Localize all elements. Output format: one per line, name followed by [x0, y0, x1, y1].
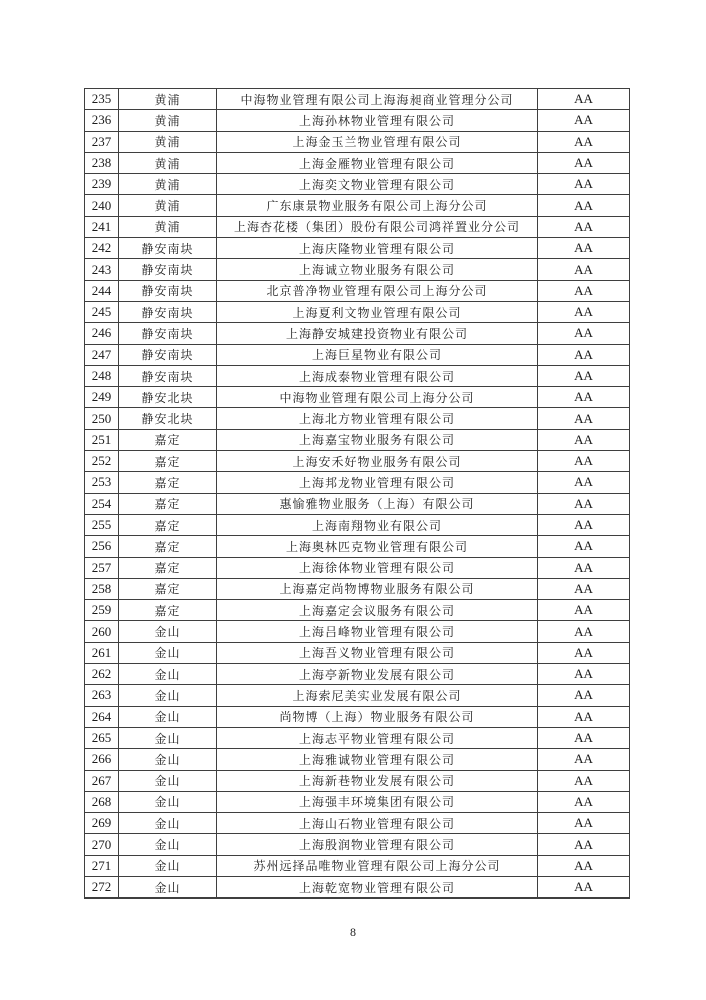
district-cell: 静安南块: [119, 301, 217, 322]
district-cell: 金山: [119, 685, 217, 706]
rating-cell: AA: [538, 727, 630, 748]
company-name-cell: 上海奕文物业管理有限公司: [217, 174, 538, 195]
district-cell: 静安南块: [119, 238, 217, 259]
company-name-cell: 上海孙林物业管理有限公司: [217, 110, 538, 131]
company-name-cell: 上海雅诚物业管理有限公司: [217, 749, 538, 770]
row-number-cell: 261: [85, 642, 119, 663]
row-number-cell: 271: [85, 855, 119, 876]
rating-cell: AA: [538, 174, 630, 195]
table-row: [85, 238, 630, 259]
row-number-cell: 272: [85, 876, 119, 898]
row-number-cell: 263: [85, 685, 119, 706]
district-cell: 嘉定: [119, 451, 217, 472]
row-number-cell: 253: [85, 472, 119, 493]
row-number-cell: 250: [85, 408, 119, 429]
rating-cell: AA: [538, 344, 630, 365]
rating-cell: AA: [538, 834, 630, 855]
rating-cell: AA: [538, 557, 630, 578]
row-number-cell: 240: [85, 195, 119, 216]
company-name-cell: 上海诚立物业服务有限公司: [217, 259, 538, 280]
company-name-cell: 上海安禾好物业服务有限公司: [217, 451, 538, 472]
table-row: [85, 600, 630, 621]
row-number-cell: 257: [85, 557, 119, 578]
company-name-cell: 上海夏利文物业管理有限公司: [217, 301, 538, 322]
table-row: [85, 557, 630, 578]
table-row: [85, 344, 630, 365]
rating-cell: AA: [538, 855, 630, 876]
company-name-cell: 上海吾义物业管理有限公司: [217, 642, 538, 663]
district-cell: 金山: [119, 876, 217, 898]
rating-cell: AA: [538, 408, 630, 429]
table-row: [85, 813, 630, 834]
rating-cell: AA: [538, 195, 630, 216]
rating-cell: AA: [538, 664, 630, 685]
rating-cell: AA: [538, 600, 630, 621]
row-number-cell: 259: [85, 600, 119, 621]
company-name-cell: 上海邦龙物业管理有限公司: [217, 472, 538, 493]
rating-cell: AA: [538, 642, 630, 663]
table-row: [85, 174, 630, 195]
table-row: [85, 323, 630, 344]
row-number-cell: 246: [85, 323, 119, 344]
district-cell: 静安南块: [119, 259, 217, 280]
rating-cell: AA: [538, 791, 630, 812]
rating-cell: AA: [538, 451, 630, 472]
row-number-cell: 242: [85, 238, 119, 259]
row-number-cell: 256: [85, 536, 119, 557]
table-row: [85, 749, 630, 770]
table-row: [85, 451, 630, 472]
rating-cell: AA: [538, 685, 630, 706]
company-name-cell: 尚物博（上海）物业服务有限公司: [217, 706, 538, 727]
table-row: [85, 536, 630, 557]
district-cell: 金山: [119, 791, 217, 812]
district-cell: 嘉定: [119, 514, 217, 535]
table-row: [85, 770, 630, 791]
rating-cell: AA: [538, 110, 630, 131]
rating-cell: AA: [538, 301, 630, 322]
district-cell: 黄浦: [119, 152, 217, 173]
row-number-cell: 251: [85, 429, 119, 450]
table-row: [85, 280, 630, 301]
table-row: [85, 514, 630, 535]
company-name-cell: 上海庆隆物业管理有限公司: [217, 238, 538, 259]
table-row: [85, 472, 630, 493]
table-row: [85, 621, 630, 642]
district-cell: 嘉定: [119, 600, 217, 621]
company-name-cell: 上海嘉定尚物博物业服务有限公司: [217, 578, 538, 599]
district-cell: 静安南块: [119, 280, 217, 301]
district-cell: 嘉定: [119, 493, 217, 514]
district-cell: 金山: [119, 770, 217, 791]
table-row: [85, 408, 630, 429]
rating-cell: AA: [538, 152, 630, 173]
rating-cell: AA: [538, 706, 630, 727]
company-name-cell: 中海物业管理有限公司上海海昶商业管理分公司: [217, 89, 538, 110]
table-row: [85, 131, 630, 152]
district-cell: 静安南块: [119, 323, 217, 344]
district-cell: 黄浦: [119, 216, 217, 237]
row-number-cell: 248: [85, 365, 119, 386]
district-cell: 金山: [119, 706, 217, 727]
row-number-cell: 249: [85, 387, 119, 408]
rating-cell: AA: [538, 472, 630, 493]
row-number-cell: 268: [85, 791, 119, 812]
row-number-cell: 255: [85, 514, 119, 535]
district-cell: 黄浦: [119, 195, 217, 216]
row-number-cell: 262: [85, 664, 119, 685]
company-name-cell: 上海金玉兰物业管理有限公司: [217, 131, 538, 152]
company-name-cell: 上海静安城建投资物业有限公司: [217, 323, 538, 344]
table-row: [85, 259, 630, 280]
district-cell: 金山: [119, 727, 217, 748]
table-row: [85, 216, 630, 237]
district-cell: 金山: [119, 834, 217, 855]
table-row: [85, 152, 630, 173]
row-number-cell: 270: [85, 834, 119, 855]
district-cell: 金山: [119, 813, 217, 834]
rating-cell: AA: [538, 238, 630, 259]
row-number-cell: 237: [85, 131, 119, 152]
rating-cell: AA: [538, 89, 630, 110]
company-name-cell: 上海新巷物业发展有限公司: [217, 770, 538, 791]
district-cell: 静安北块: [119, 408, 217, 429]
table-row: [85, 664, 630, 685]
table-row: [85, 876, 630, 898]
table-row: [85, 493, 630, 514]
row-number-cell: 238: [85, 152, 119, 173]
rating-cell: AA: [538, 131, 630, 152]
district-cell: 嘉定: [119, 557, 217, 578]
rating-cell: AA: [538, 578, 630, 599]
district-cell: 黄浦: [119, 89, 217, 110]
rating-cell: AA: [538, 770, 630, 791]
company-name-cell: 上海殷润物业管理有限公司: [217, 834, 538, 855]
table-row: [85, 706, 630, 727]
district-cell: 黄浦: [119, 174, 217, 195]
company-name-cell: 上海乾宽物业管理有限公司: [217, 876, 538, 898]
company-name-cell: 上海南翔物业有限公司: [217, 514, 538, 535]
district-cell: 嘉定: [119, 578, 217, 599]
district-cell: 静安北块: [119, 387, 217, 408]
rating-cell: AA: [538, 536, 630, 557]
company-name-cell: 上海奥林匹克物业管理有限公司: [217, 536, 538, 557]
company-name-cell: 上海成泰物业管理有限公司: [217, 365, 538, 386]
row-number-cell: 243: [85, 259, 119, 280]
table-row: [85, 195, 630, 216]
company-name-cell: 北京普净物业管理有限公司上海分公司: [217, 280, 538, 301]
table-body: [85, 89, 630, 899]
table-row: [85, 578, 630, 599]
district-cell: 黄浦: [119, 110, 217, 131]
row-number-cell: 252: [85, 451, 119, 472]
district-cell: 嘉定: [119, 429, 217, 450]
rating-cell: AA: [538, 813, 630, 834]
rating-cell: AA: [538, 621, 630, 642]
table-row: [85, 301, 630, 322]
row-number-cell: 254: [85, 493, 119, 514]
company-name-cell: 上海北方物业管理有限公司: [217, 408, 538, 429]
company-name-cell: 上海杏花楼（集团）股份有限公司鸿祥置业分公司: [217, 216, 538, 237]
company-name-cell: 中海物业管理有限公司上海分公司: [217, 387, 538, 408]
district-cell: 金山: [119, 642, 217, 663]
company-name-cell: 广东康景物业服务有限公司上海分公司: [217, 195, 538, 216]
rating-cell: AA: [538, 259, 630, 280]
row-number-cell: 236: [85, 110, 119, 131]
row-number-cell: 258: [85, 578, 119, 599]
district-cell: 金山: [119, 621, 217, 642]
company-name-cell: 上海嘉宝物业服务有限公司: [217, 429, 538, 450]
district-cell: 静安南块: [119, 344, 217, 365]
rating-cell: AA: [538, 429, 630, 450]
row-number-cell: 244: [85, 280, 119, 301]
row-number-cell: 269: [85, 813, 119, 834]
row-number-cell: 245: [85, 301, 119, 322]
row-number-cell: 265: [85, 727, 119, 748]
company-name-cell: 上海索尼美实业发展有限公司: [217, 685, 538, 706]
row-number-cell: 267: [85, 770, 119, 791]
row-number-cell: 247: [85, 344, 119, 365]
company-name-cell: 苏州远择品唯物业管理有限公司上海分公司: [217, 855, 538, 876]
table-row: [85, 642, 630, 663]
company-name-cell: 惠愉雅物业服务（上海）有限公司: [217, 493, 538, 514]
rating-cell: AA: [538, 876, 630, 898]
table-row: [85, 110, 630, 131]
table-row: [85, 365, 630, 386]
table-row: [85, 834, 630, 855]
rating-cell: AA: [538, 749, 630, 770]
table-row: [85, 855, 630, 876]
table-row: [85, 387, 630, 408]
rating-cell: AA: [538, 514, 630, 535]
company-name-cell: 上海山石物业管理有限公司: [217, 813, 538, 834]
row-number-cell: 235: [85, 89, 119, 110]
rating-cell: AA: [538, 280, 630, 301]
row-number-cell: 239: [85, 174, 119, 195]
table-row: [85, 791, 630, 812]
table-row: [85, 685, 630, 706]
table-row: [85, 429, 630, 450]
rating-cell: AA: [538, 387, 630, 408]
row-number-cell: 264: [85, 706, 119, 727]
table-row: [85, 727, 630, 748]
rating-cell: AA: [538, 493, 630, 514]
company-name-cell: 上海金雁物业管理有限公司: [217, 152, 538, 173]
page-number: 8: [350, 925, 356, 939]
company-name-cell: 上海吕峰物业管理有限公司: [217, 621, 538, 642]
rating-cell: AA: [538, 216, 630, 237]
rating-cell: AA: [538, 323, 630, 344]
company-name-cell: 上海强丰环境集团有限公司: [217, 791, 538, 812]
rating-cell: AA: [538, 365, 630, 386]
company-name-cell: 上海志平物业管理有限公司: [217, 727, 538, 748]
company-name-cell: 上海巨星物业有限公司: [217, 344, 538, 365]
district-cell: 静安南块: [119, 365, 217, 386]
district-cell: 金山: [119, 749, 217, 770]
table-row: [85, 89, 630, 110]
company-name-cell: 上海徐体物业管理有限公司: [217, 557, 538, 578]
district-cell: 黄浦: [119, 131, 217, 152]
district-cell: 金山: [119, 664, 217, 685]
company-name-cell: 上海亭新物业发展有限公司: [217, 664, 538, 685]
district-cell: 嘉定: [119, 536, 217, 557]
row-number-cell: 260: [85, 621, 119, 642]
row-number-cell: 266: [85, 749, 119, 770]
district-cell: 金山: [119, 855, 217, 876]
district-cell: 嘉定: [119, 472, 217, 493]
company-name-cell: 上海嘉定会议服务有限公司: [217, 600, 538, 621]
rating-table: [84, 88, 630, 899]
row-number-cell: 241: [85, 216, 119, 237]
